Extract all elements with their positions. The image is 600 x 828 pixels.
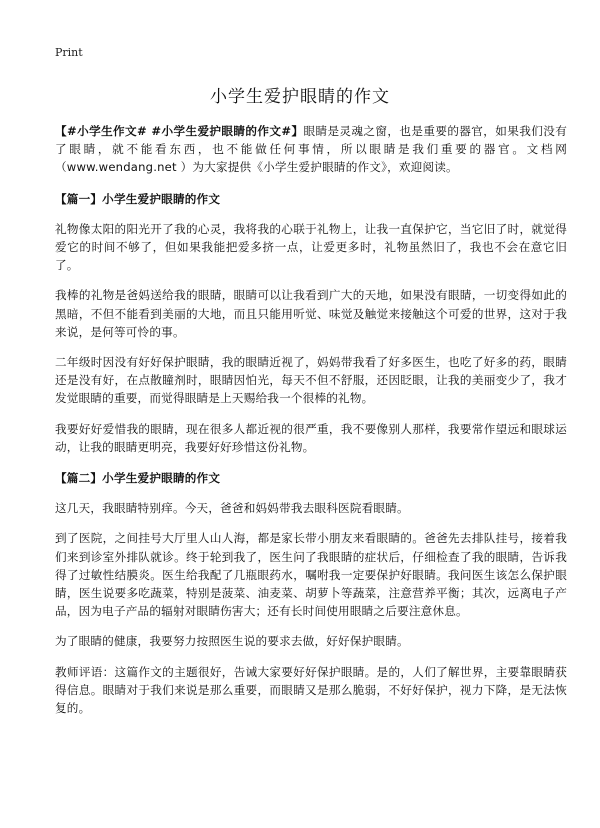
paragraph: 我棒的礼物是爸妈送给我的眼睛，眼睛可以让我看到广大的天地，如果没有眼睛，一切变得如此的黑暗，不但不能看到美丽的大地，而且只能用听觉、味觉及触觉来接触这个可爱的世界，这对于我来说，是何等可怜的事。	[55, 288, 567, 339]
intro-text: 眼睛是灵魂之窗，也是重要的器官，如果我们没有了眼睛，就不能看东西，也不能做任何事情，所以眼睛是我们重要的器官。文档网（www.wendang.net ）为大家提供《小学生爱护眼睛的作文》，欢迎阅读。	[55, 124, 568, 175]
paragraph: 礼物像太阳的阳光开了我的心灵，我将我的心联于礼物上，让我一直保护它，当它旧了时，就觉得爱它的时间不够了，但如果我能把爱多挤一点，让爱更多时，礼物虽然旧了，我也不会在意它旧了。	[55, 221, 567, 273]
section-heading-2: 【篇二】小学生爱护眼睛的作文	[55, 471, 221, 486]
intro-paragraph	[55, 122, 567, 177]
paragraph: 二年级时因没有好好保护眼睛，我的眼睛近视了，妈妈带我看了好多医生，也吃了好多的药，眼睛还是没有好，在点散瞳剂时，眼睛因怕光，每天不但不舒服，还因眨眼，让我的美丽变少了，我才发觉眼睛的重要，而觉得眼睛是上天赐给我一个很棒的礼物。	[55, 355, 567, 406]
page-title: 小学生爱护眼睛的作文	[210, 87, 390, 107]
intro-tag: 【#小学生作文# #小学生爱护眼睛的作文#】	[55, 124, 304, 138]
paragraph: 教师评语：这篇作文的主题很好，告诫大家要好好保护眼睛。是的，人们了解世界，主要靠眼睛获得信息。眼睛对于我们来说是那么重要，而眼睛又是那么脆弱，不好好保护，视力下降，是无法恢复的。	[55, 664, 567, 716]
paragraph: 为了眼睛的健康，我要努力按照医生说的要求去做，好好保护眼睛。	[55, 634, 409, 649]
paragraph: 我要好好爱惜我的眼睛，现在很多人都近视的很严重，我不要像别人那样，我要常作望远和眼球运动，让我的眼睛更明亮，我要好好珍惜这份礼物。	[55, 421, 567, 454]
paragraph: 这几天，我眼睛特别痒。今天，爸爸和妈妈带我去眼科医院看眼睛。	[55, 501, 409, 516]
print-label: Print	[55, 46, 83, 59]
paragraph: 到了医院，之间挂号大厅里人山人海，都是家长带小朋友来看眼睛的。爸爸先去排队挂号，接着我们来到诊室外排队就诊。终于轮到我了，医生问了我眼睛的症状后，仔细检查了我的眼睛，告诉我得了过敏性结膜炎。医生给我配了几瓶眼药水，嘱咐我一定要保护好眼睛。我问医生该怎么保护眼睛，医生说要多吃蔬菜，特别是菠菜、油麦菜、胡萝卜等蔬菜，注意营养平衡；其次，远离电子产品，因为电子产品的辐射对眼睛伤害大；还有长时间使用眼睛之后要注意休息。	[55, 531, 567, 619]
article-body	[55, 122, 567, 717]
section-heading-1: 【篇一】小学生爱护眼睛的作文	[55, 191, 221, 206]
